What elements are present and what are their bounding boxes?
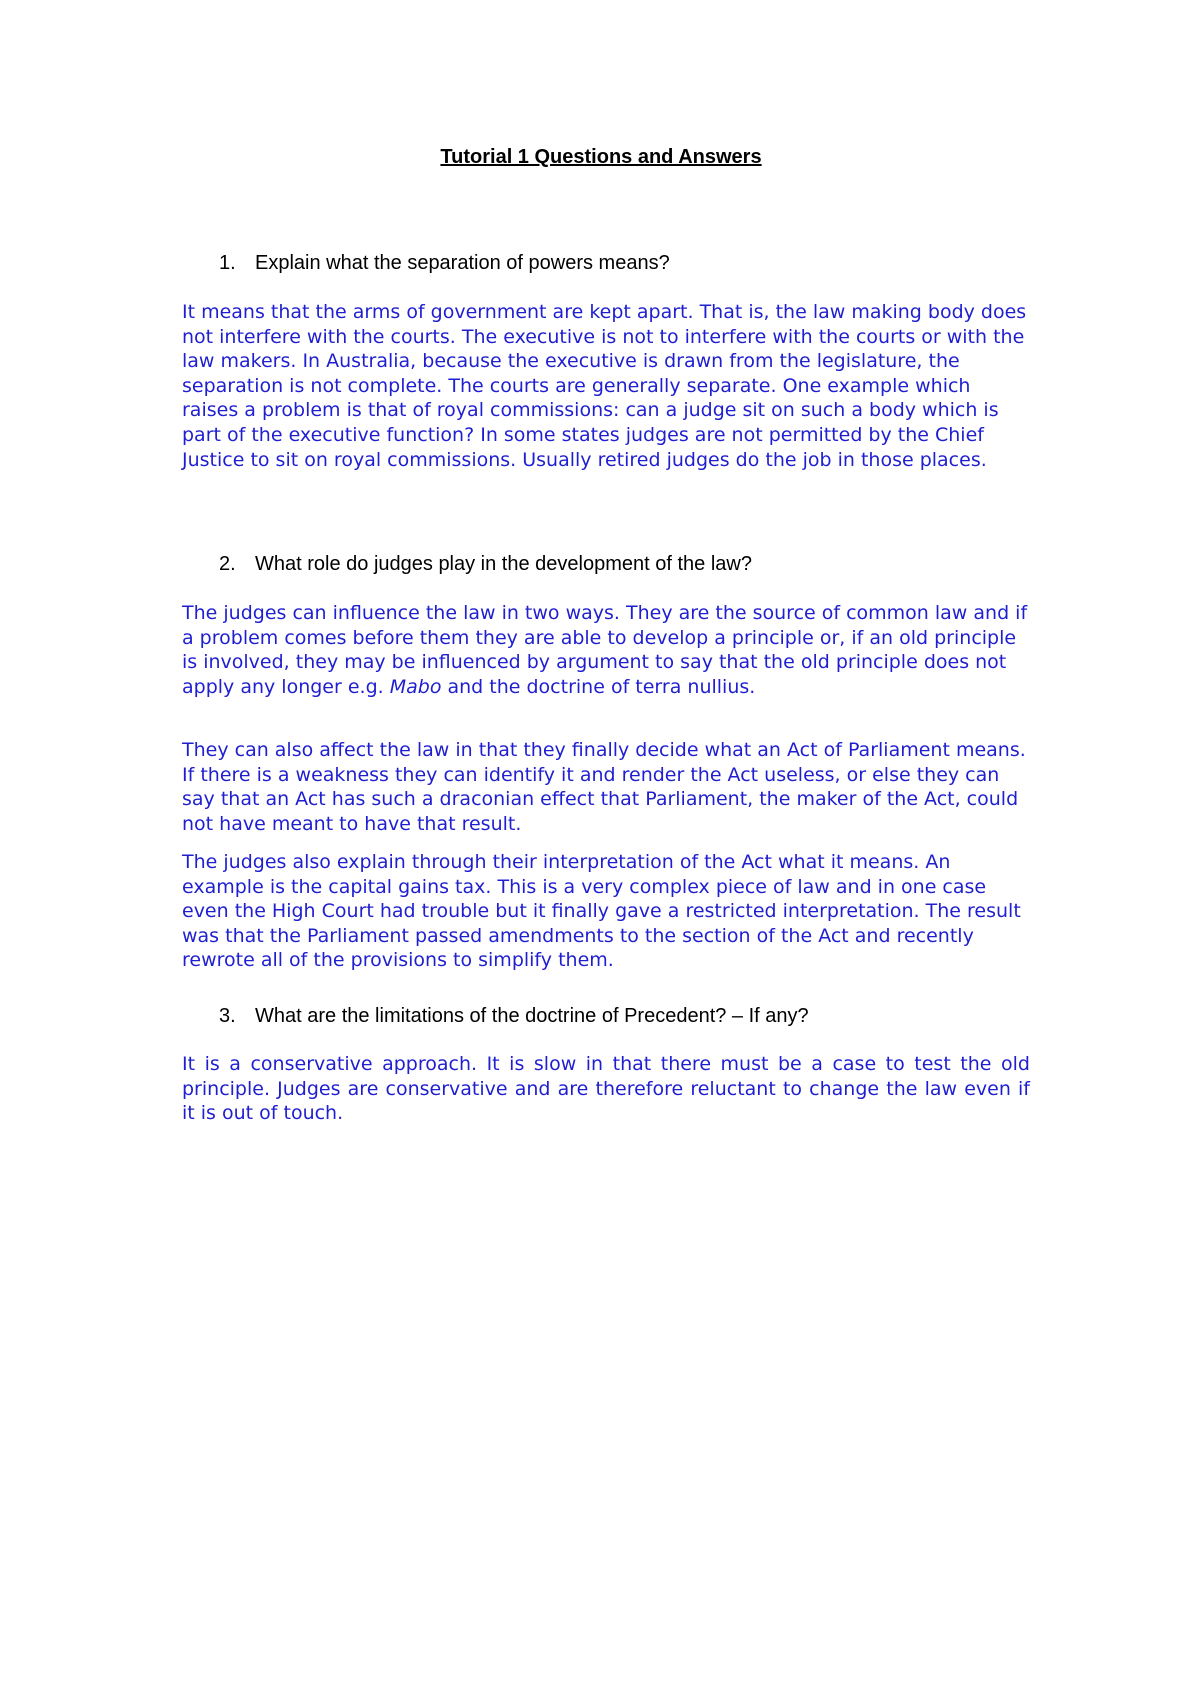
case-name-mabo: Mabo (389, 675, 442, 698)
answer-2-paragraph-1-after: and the doctrine of terra nullius. (441, 675, 756, 698)
question-1-number: 1. (219, 252, 236, 274)
answer-2-paragraph-3: The judges also explain through their interpretation of the Act what it means. An example is the capital gains tax. This is a very complex piece of law and in one case even the High Court had trouble but it finally gave a restricted interpretation. The result was that the Parliament passed amendments to the section of the Act and recently rewrote all of the provisions to simplify them. (182, 851, 1021, 972)
question-1-text: Explain what the separation of powers means? (255, 252, 670, 274)
question-3-number: 3. (219, 1005, 236, 1027)
question-1 (219, 251, 1039, 275)
question-3 (219, 1004, 1039, 1028)
answer-2-paragraph-1 (182, 601, 1030, 699)
answer-2-paragraph-2: They can also affect the law in that they finally decide what an Act of Parliament means. If there is a weakness they can identify it and render the Act useless, or else they can say that an Act has such a draconian effect that Parliament, the maker of the Act, could not have meant to have that result. (182, 739, 1026, 835)
question-2-number: 2. (219, 553, 236, 575)
answer-2-paragraph-1-before: The judges can influence the law in two ways. They are the source of common law and if a problem comes before them they are able to develop a principle or, if an old principle is involved, they may be influenced by argument to say that the old principle does not apply any longer e.g. (182, 602, 1028, 698)
document-title (0, 145, 1200, 169)
answer-3-paragraph-1: It is a conservative approach. It is slow in that there must be a case to test the old principle. Judges are conservative and are therefore reluctant to change the law even if it is out of touch. (182, 1053, 1030, 1125)
question-2-text: What role do judges play in the development of the law? (255, 553, 752, 575)
question-2 (219, 552, 1039, 576)
document-title-text: Tutorial 1 Questions and Answers (440, 146, 762, 168)
question-3-text: What are the limitations of the doctrine of Precedent? – If any? (255, 1005, 809, 1027)
answer-1-paragraph-1: It means that the arms of government are kept apart. That is, the law making body does not interfere with the courts. The executive is not to interfere with the courts or with the law makers. In Australia, because the executive is drawn from the legislature, the separation is not complete. The courts are generally separate. One example which raises a problem is that of royal commissions: can a judge sit on such a body which is part of the executive function? In some states judges are not permitted by the Chief Justice to sit on royal commissions. Usually retired judges do the job in those places. (182, 301, 1027, 471)
